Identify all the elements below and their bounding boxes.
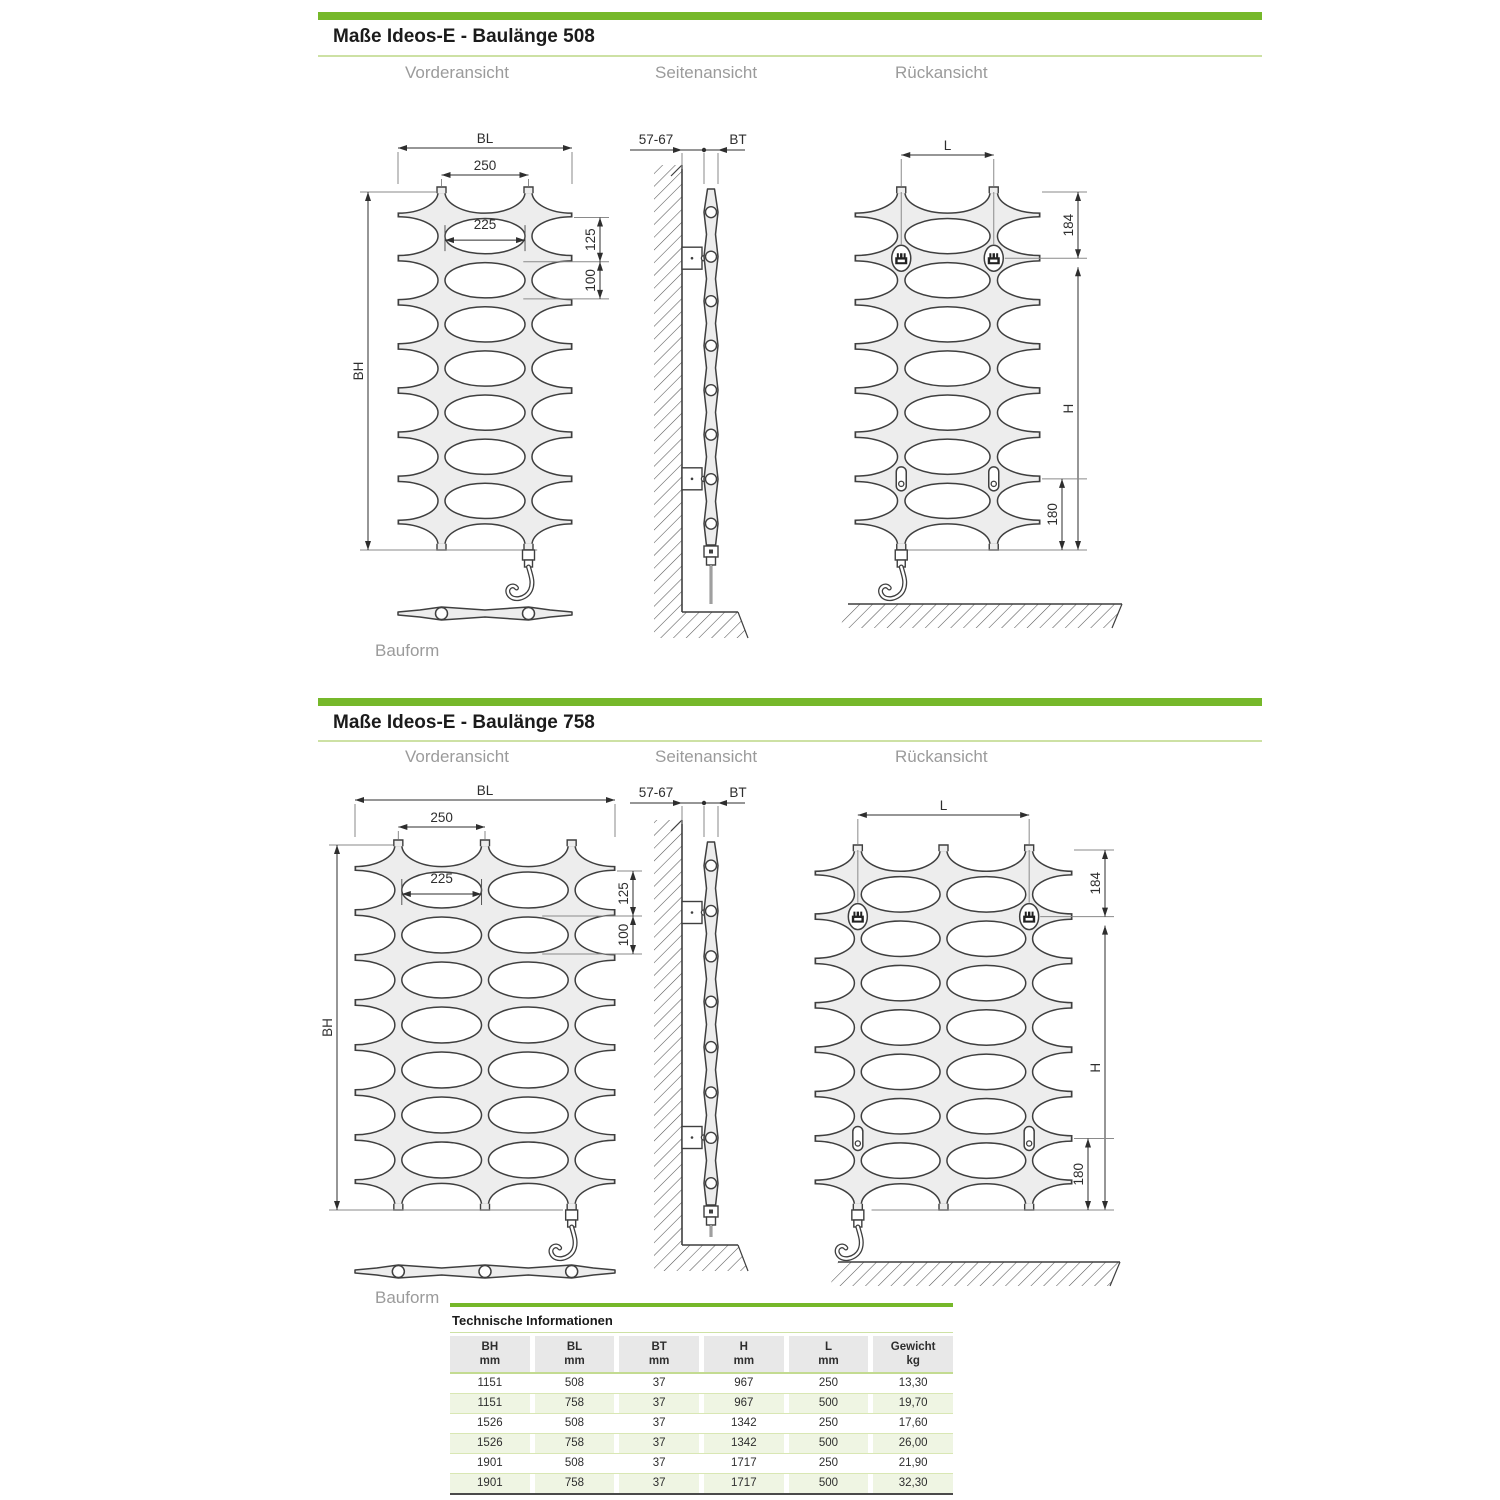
svg-text:184: 184 bbox=[1088, 872, 1103, 895]
svg-text:BH: BH bbox=[320, 1018, 335, 1037]
table-body bbox=[450, 1374, 953, 1495]
table-title: Technische Informationen bbox=[450, 1307, 953, 1333]
table-column-header: Gewicht kg bbox=[873, 1336, 953, 1372]
section1-divider bbox=[318, 55, 1262, 57]
svg-text:BL: BL bbox=[476, 783, 494, 798]
svg-text:125: 125 bbox=[616, 882, 631, 905]
section1-bauform-label: Bauform bbox=[375, 641, 440, 660]
section-758-side-view bbox=[630, 785, 748, 1271]
table-cell: 250 bbox=[818, 1417, 839, 1429]
section-508 bbox=[351, 131, 1122, 638]
svg-text:180: 180 bbox=[1071, 1162, 1086, 1186]
table-cell: 967 bbox=[704, 1394, 784, 1413]
svg-text:180: 180 bbox=[1045, 503, 1060, 526]
table-cell: 500 bbox=[789, 1394, 869, 1413]
table-header-row bbox=[450, 1336, 953, 1374]
table-column-header: L mm bbox=[789, 1336, 869, 1372]
table-cell: 37 bbox=[619, 1434, 699, 1453]
section2-accent-bar bbox=[318, 698, 1262, 706]
section1-accent-bar bbox=[318, 12, 1262, 20]
table-cell: 1526 bbox=[450, 1434, 530, 1453]
table-column-header: BT mm bbox=[619, 1336, 699, 1372]
svg-text:H: H bbox=[1088, 1062, 1103, 1073]
section1-side-view-label: Seitenansicht bbox=[655, 63, 758, 82]
section-758 bbox=[315, 783, 1120, 1286]
table-cell: 37 bbox=[652, 1417, 666, 1429]
section1-front-view-label: Vorderansicht bbox=[405, 63, 509, 82]
table-cell: 37 bbox=[619, 1394, 699, 1413]
section-758-rear-view bbox=[776, 798, 1120, 1286]
table-cell: 500 bbox=[789, 1434, 869, 1453]
table-cell: 967 bbox=[734, 1377, 754, 1389]
section-508-side-view bbox=[630, 132, 748, 638]
table-row bbox=[450, 1414, 953, 1434]
svg-text:225: 225 bbox=[473, 217, 497, 233]
table-row bbox=[450, 1454, 953, 1474]
table-column-header: H mm bbox=[704, 1336, 784, 1372]
table-cell: 1151 bbox=[477, 1377, 503, 1389]
svg-text:BT: BT bbox=[729, 785, 747, 800]
table-cell: 26,00 bbox=[873, 1434, 953, 1453]
section1-title: Maße Ideos-E - Baulänge 508 bbox=[333, 26, 595, 47]
table-cell: 508 bbox=[564, 1457, 585, 1469]
table-cell: 1717 bbox=[704, 1474, 784, 1493]
technical-info-table bbox=[450, 1303, 953, 1495]
table-cell: 1901 bbox=[477, 1457, 503, 1469]
table-cell: 37 bbox=[652, 1377, 666, 1389]
table-cell: 1901 bbox=[450, 1474, 530, 1493]
section-758-front-view bbox=[315, 783, 655, 1278]
table-cell: 758 bbox=[535, 1434, 615, 1453]
svg-text:BL: BL bbox=[476, 131, 494, 146]
section2-rear-view-label: Rückansicht bbox=[895, 747, 988, 766]
svg-text:125: 125 bbox=[583, 228, 598, 251]
table-cell: 500 bbox=[789, 1474, 869, 1493]
svg-text:L: L bbox=[939, 798, 948, 813]
table-cell: 1342 bbox=[731, 1417, 757, 1429]
svg-text:250: 250 bbox=[430, 810, 453, 825]
table-row bbox=[450, 1394, 953, 1414]
table-cell: 1526 bbox=[477, 1417, 503, 1429]
table-cell: 758 bbox=[535, 1394, 615, 1413]
table-cell: 1717 bbox=[731, 1457, 757, 1469]
svg-text:250: 250 bbox=[473, 158, 497, 173]
table-cell: 13,30 bbox=[898, 1377, 928, 1389]
section2-title: Maße Ideos-E - Baulänge 758 bbox=[333, 712, 595, 733]
section-508-rear-view bbox=[812, 138, 1122, 628]
svg-text:L: L bbox=[943, 138, 952, 153]
svg-text:100: 100 bbox=[583, 269, 598, 292]
table-cell: 32,30 bbox=[873, 1474, 953, 1493]
table-cell: 250 bbox=[818, 1377, 839, 1389]
svg-text:BH: BH bbox=[351, 361, 366, 381]
section2-bauform-label: Bauform bbox=[375, 1288, 440, 1307]
svg-text:225: 225 bbox=[430, 871, 453, 886]
section-508-front-view bbox=[351, 131, 612, 620]
table-column-header: BH mm bbox=[450, 1336, 530, 1372]
svg-text:BT: BT bbox=[729, 132, 747, 147]
table-cell: 19,70 bbox=[873, 1394, 953, 1413]
table-cell: 21,90 bbox=[898, 1457, 928, 1469]
section2-side-view-label: Seitenansicht bbox=[655, 747, 758, 766]
table-row bbox=[450, 1434, 953, 1454]
table-cell: 37 bbox=[619, 1474, 699, 1493]
table-cell: 1342 bbox=[704, 1434, 784, 1453]
table-cell: 508 bbox=[564, 1417, 585, 1429]
table-column-header: BL mm bbox=[535, 1336, 615, 1372]
table-cell: 17,60 bbox=[898, 1417, 928, 1429]
section2-front-view-label: Vorderansicht bbox=[405, 747, 509, 766]
table-row bbox=[450, 1474, 953, 1495]
svg-text:H: H bbox=[1061, 403, 1076, 414]
table-cell: 758 bbox=[535, 1474, 615, 1493]
table-cell: 37 bbox=[652, 1457, 666, 1469]
svg-text:100: 100 bbox=[616, 923, 631, 947]
table-cell: 1151 bbox=[450, 1394, 530, 1413]
svg-text:57-67: 57-67 bbox=[638, 132, 674, 147]
section1-rear-view-label: Rückansicht bbox=[895, 63, 988, 82]
table-row bbox=[450, 1374, 953, 1394]
svg-text:184: 184 bbox=[1061, 213, 1076, 237]
svg-text:57-67: 57-67 bbox=[638, 785, 674, 800]
table-cell: 250 bbox=[818, 1457, 839, 1469]
table-cell: 508 bbox=[564, 1377, 585, 1389]
section2-divider bbox=[318, 740, 1262, 742]
